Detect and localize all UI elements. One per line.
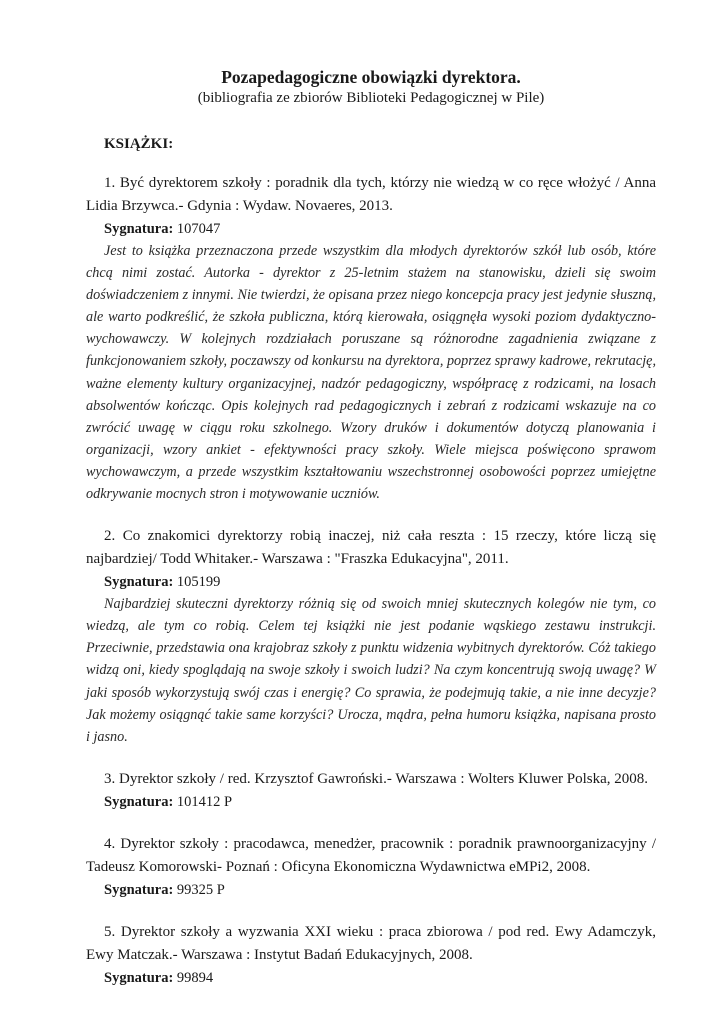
signature-value: 99894 [176,969,214,986]
entry-citation: 2. Co znakomici dyrektorzy robią inaczej, niż cała reszta : 15 rzeczy, które liczą się najbardziej/ Todd Whitaker.- Warszawa : "Fraszka Edukacyjna", 2011. [86,528,656,568]
entry-signature [104,571,656,593]
entry-citation: 4. Dyrektor szkoły : pracodawca, menedżer, pracownik : poradnik prawnoorganizacyjny / Tadeusz Komorowski- Poznań : Oficyna Ekonomiczna Wydawnictwa eMPi2, 2008. [86,835,656,875]
signature-value: 101412 P [176,793,233,810]
bibliography-entry-2 [86,525,656,748]
signature-value: 99325 P [176,881,225,898]
signature-label: Sygnatura: [104,881,174,898]
entry-description: Jest to książka przeznaczona przede wszystkim dla młodych dyrektorów szkół lub osób, które chcą nimi zostać. Autorka - dyrektor z 25-letnim stażem na stanowisku, dzieli się swoim doświadczeniem z innymi. Nie twierdzi, że opisana przez niego koncepcja pracy jest jedynie słuszną, ale warto podkreślić, że szkoła publiczna, którą kierowała, osiągnęła wysoki poziom dydaktyczno-wychowawczy. W kolejnych rozdziałach poruszane są różnorodne zagadnienia związane z funkcjonowaniem szkoły, poczawszy od konkursu na dyrektora, poprzez sprawy kadrowe, rekrutację, ważne elementy kultury organizacyjnej, nadzór pedagogiczny, współpracę z rodzicami, na losach absolwentów kończąc. Opis kolejnych rad pedagogicznych i zebrań z rodzicami wskazuje na co zwrócić uwagę w ciągu roku szkolnego. Wzory druków i dokumentów dotyczą planowania i organizacji, wzory ankiet - efektywności pracy szkoły. Wiele miejsca poświęcono sprawom wychowawczym, a przede wszystkim kształtowaniu wszechstronnej osobowości poprzez umiejętne odkrywanie mocnych stron i motywowanie uczniów. [86,243,656,503]
document-title: Pozapedagogiczne obowiązki dyrektora. [221,67,521,87]
bibliography-entry-5 [86,921,656,989]
entry-citation: 3. Dyrektor szkoły / red. Krzysztof Gawroński.- Warszawa : Wolters Kluwer Polska, 2008. [104,770,648,787]
entry-signature [104,791,656,813]
entry-signature [104,879,656,901]
signature-label: Sygnatura: [104,221,174,237]
signature-value: 105199 [176,574,221,591]
entry-signature [104,218,656,240]
entry-description: Najbardziej skuteczni dyrektorzy różnią się od swoich mniej skutecznych kolegów nie tym, co wiedzą, ale tym co robią. Celem tej książki nie jest podanie wąskiego zestawu instrukcji. Przeciwnie, przedstawia ona krajobraz szkoły z punktu widzenia wybitnych dyrektorów. Cóż takiego widzą oni, kiedy spoglądają na swoje szkoły i swoich ludzi? Na czym koncentrują swoją uwagę? W jaki sposób wykorzystują swój czas i energię? Co sprawia, że podejmują takie, a nie inne decyzje? Jak możemy osiągnąć takie same korzyści? Urocza, mądra, pełna humoru książka, napisana prosto i jasno. [86,596,656,745]
signature-label: Sygnatura: [104,574,174,591]
section-heading-books: KSIĄŻKI: [104,136,174,152]
bibliography-entry-3 [86,768,656,813]
entry-citation: 5. Dyrektor szkoły a wyzwania XXI wieku : praca zbiorowa / pod red. Ewy Adamczyk, Ewy Matczak.- Warszawa : Instytut Badań Edukacyjnych, 2008. [86,923,656,963]
entry-signature [104,967,656,989]
signature-value: 107047 [176,221,221,237]
bibliography-entry-1 [86,172,656,505]
signature-label: Sygnatura: [104,969,174,986]
document-subtitle: (bibliografia ze zbiorów Biblioteki Pedagogicznej w Pile) [197,90,545,106]
entry-citation: 1. Być dyrektorem szkoły : poradnik dla tych, którzy nie wiedzą w co ręce włożyć / Anna Lidia Brzywca.- Gdynia : Wydaw. Novaeres, 2013. [86,175,656,214]
signature-label: Sygnatura: [104,793,174,810]
bibliography-entry-4 [86,833,656,901]
